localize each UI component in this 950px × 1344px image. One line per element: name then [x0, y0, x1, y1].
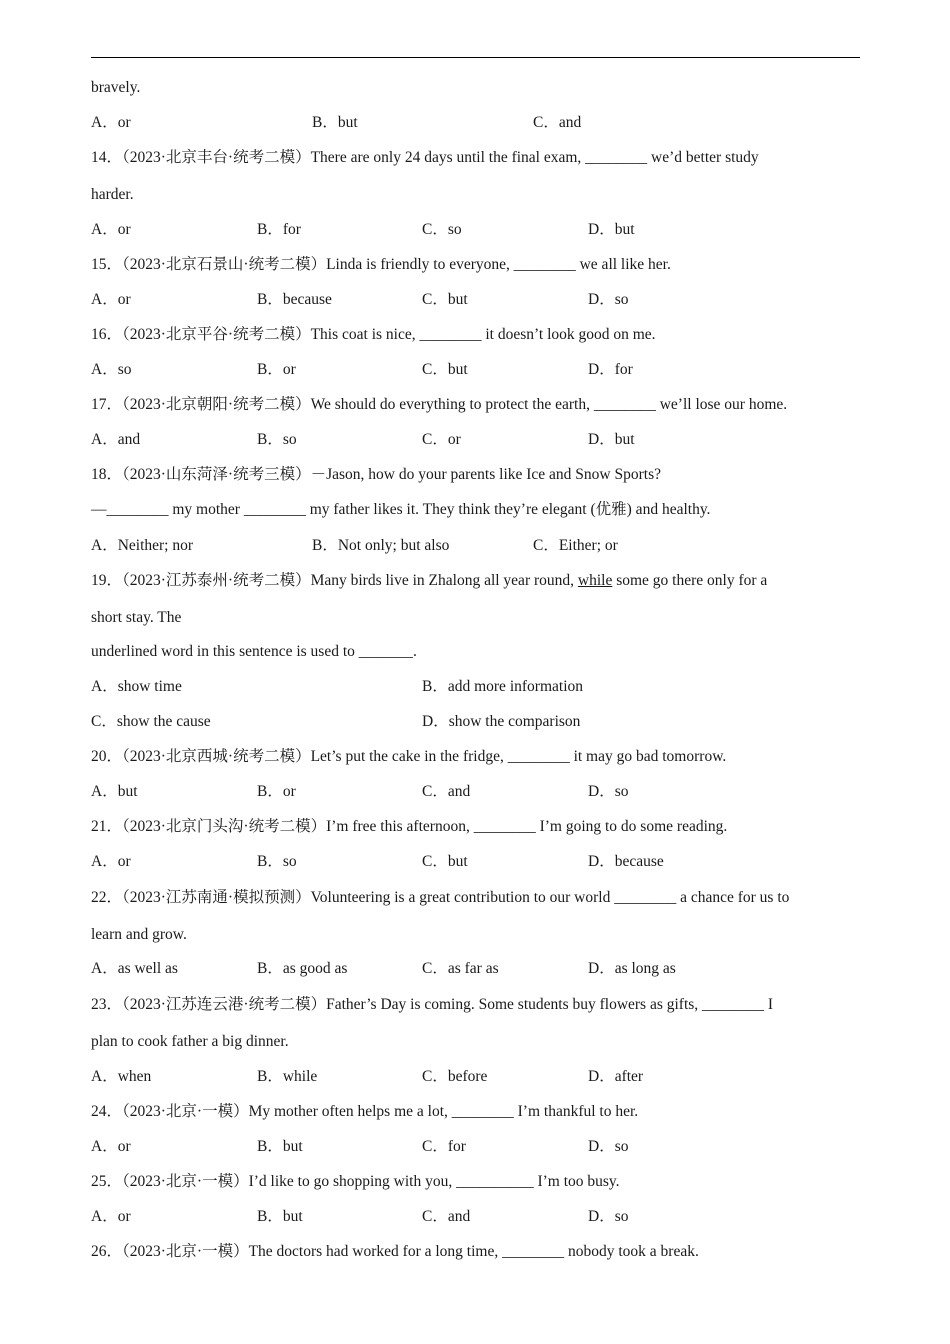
option-a: A．or	[91, 1208, 131, 1225]
option-b: B．or	[257, 361, 296, 378]
option-b: B．as good as	[257, 960, 348, 977]
option-d: D．so	[588, 1138, 629, 1155]
option-d: D．after	[588, 1068, 644, 1085]
option-a: A．and	[91, 431, 141, 448]
option-b: B．Not only; but also	[312, 537, 450, 554]
question-19-stem-cont: short stay. The	[91, 609, 182, 626]
question-22-stem: 22．（2023·江苏南通·模拟预测）Volunteering is a great contribution to our world ________ a chance for us to	[91, 889, 790, 906]
question-13-tail: bravely.	[91, 79, 141, 96]
option-d: D．for	[588, 361, 633, 378]
option-b: B．so	[257, 431, 297, 448]
option-a: A．as well as	[91, 960, 178, 977]
option-c: C．but	[422, 361, 468, 378]
underlined-word: while	[577, 572, 613, 589]
question-17-stem: 17．（2023·北京朝阳·统考二模）We should do everything to protect the earth, ________ we’ll lose our home.	[91, 396, 788, 413]
option-c: C．before	[422, 1068, 488, 1085]
option-c: C．or	[422, 431, 461, 448]
option-a: A．or	[91, 291, 131, 308]
question-19-stem	[91, 571, 767, 591]
option-c: C．but	[422, 853, 468, 870]
option-c: C．as far as	[422, 960, 499, 977]
option-c: C．show the cause	[91, 713, 211, 730]
option-c: C．and	[422, 783, 471, 800]
option-b: B．while	[257, 1068, 318, 1085]
option-a: A．or	[91, 853, 131, 870]
question-26-stem: 26．（2023·北京·一模）The doctors had worked for a long time, ________ nobody took a break.	[91, 1243, 699, 1260]
option-a: A．so	[91, 361, 132, 378]
option-c: C．so	[422, 221, 462, 238]
question-25-stem: 25．（2023·北京·一模）I’d like to go shopping with you, __________ I’m too busy.	[91, 1173, 620, 1190]
question-18-dialogue: —________ my mother ________ my father likes it. They think they’re elegant (优雅) and healthy.	[91, 501, 711, 518]
header-rule	[91, 57, 860, 58]
option-c: C．and	[422, 1208, 471, 1225]
option-b: B．so	[257, 853, 297, 870]
question-23-stem: 23．（2023·江苏连云港·统考二模）Father’s Day is coming. Some students buy flowers as gifts, ________ I	[91, 996, 774, 1013]
option-a: A．but	[91, 783, 138, 800]
option-c: C．Either; or	[533, 537, 618, 554]
option-a: A．Neither; nor	[91, 537, 194, 554]
option-a: A．or	[91, 114, 131, 131]
question-15-stem: 15．（2023·北京石景山·统考二模）Linda is friendly to everyone, ________ we all like her.	[91, 256, 671, 273]
option-b: B．for	[257, 221, 301, 238]
option-d: D．as long as	[588, 960, 676, 977]
option-c: C．but	[422, 291, 468, 308]
question-14-stem-cont: harder.	[91, 186, 134, 203]
question-14-stem: 14．（2023·北京丰台·统考二模）There are only 24 days until the final exam, ________ we’d better study	[91, 149, 759, 166]
option-b: B．but	[257, 1208, 303, 1225]
question-21-stem: 21．（2023·北京门头沟·统考二模）I’m free this afternoon, ________ I’m going to do some reading.	[91, 818, 728, 835]
option-a: A．or	[91, 221, 131, 238]
question-16-stem: 16．（2023·北京平谷·统考二模）This coat is nice, ________ it doesn’t look good on me.	[91, 326, 656, 343]
question-24-stem: 24．（2023·北京·一模）My mother often helps me a lot, ________ I’m thankful to her.	[91, 1103, 639, 1120]
option-c: C．for	[422, 1138, 466, 1155]
question-18-stem: 18．（2023·山东菏泽·统考三模）－Jason, how do your parents like Ice and Snow Sports?	[91, 466, 661, 483]
option-a: A．show time	[91, 678, 182, 695]
question-22-stem-cont: learn and grow.	[91, 926, 187, 943]
question-23-stem-cont: plan to cook father a big dinner.	[91, 1033, 289, 1050]
option-d: D．so	[588, 783, 629, 800]
option-a: A．when	[91, 1068, 152, 1085]
option-d: D．show the comparison	[422, 713, 581, 730]
option-c: C．and	[533, 114, 582, 131]
option-b: B．or	[257, 783, 296, 800]
option-b: B．but	[312, 114, 358, 131]
question-20-stem: 20．（2023·北京西城·统考二模）Let’s put the cake in the fridge, ________ it may go bad tomorrow.	[91, 748, 727, 765]
option-d: D．but	[588, 431, 635, 448]
option-d: D．so	[588, 291, 629, 308]
question-19-stem-pre: 19．（2023·江苏泰州·统考二模）Many birds live in Zhalong all year round,	[91, 572, 578, 589]
option-b: B．because	[257, 291, 332, 308]
option-d: D．because	[588, 853, 664, 870]
option-d: D．so	[588, 1208, 629, 1225]
option-a: A．or	[91, 1138, 131, 1155]
question-19-stem-post: some go there only for a	[612, 572, 768, 589]
option-b: B．but	[257, 1138, 303, 1155]
option-d: D．but	[588, 221, 635, 238]
question-19-prompt: underlined word in this sentence is used to _______.	[91, 643, 417, 660]
option-b: B．add more information	[422, 678, 583, 695]
